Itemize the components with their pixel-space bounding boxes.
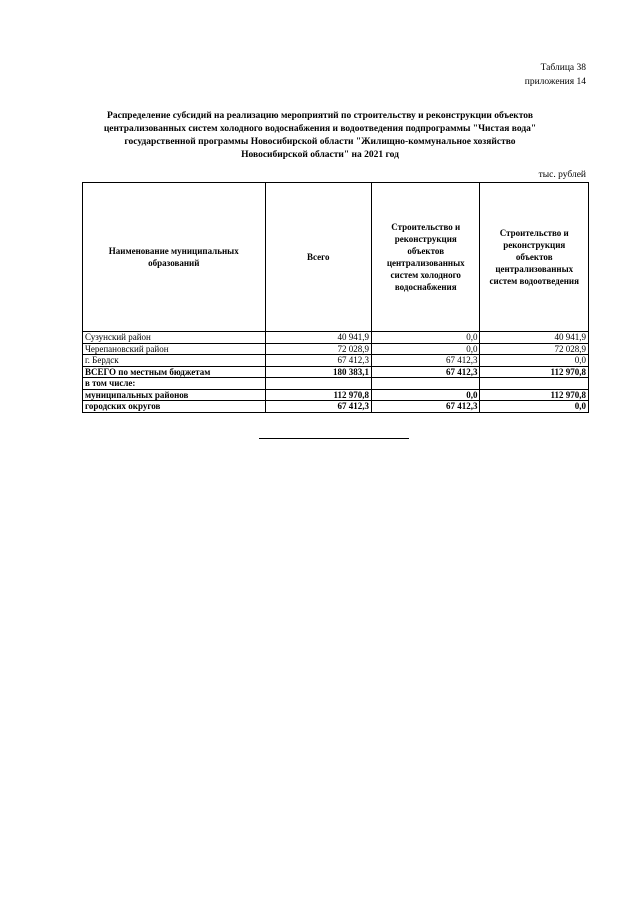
table-row-subheading — [83, 378, 589, 390]
row-total: 112 970,8 — [265, 389, 371, 401]
header-block — [525, 61, 586, 89]
column-header-name: Наименование муниципальных образований — [83, 183, 266, 332]
column-header-cold-water: Строительство и реконструкция объектов централизованных систем холодного водоснабжения — [371, 183, 480, 332]
end-divider — [259, 438, 409, 439]
table-number: Таблица 38 — [540, 63, 586, 73]
row-total: 67 412,3 — [265, 355, 371, 367]
row-name: Сузунский район — [83, 332, 266, 344]
row-cold-water: 0,0 — [371, 332, 480, 344]
row-cold-water: 67 412,3 — [371, 401, 480, 413]
row-wastewater: 40 941,9 — [480, 332, 589, 344]
table-row-total — [83, 366, 589, 378]
subsidy-table — [82, 182, 589, 413]
row-name: муниципальных районов — [83, 389, 266, 401]
row-wastewater: 0,0 — [480, 401, 589, 413]
row-cold-water: 67 412,3 — [371, 355, 480, 367]
document-title: Распределение субсидий на реализацию мероприятий по строительству и реконструкции объектов централизованных систем холодного водоснабжения и водоотведения подпрограммы "Чистая вода" государственной программы Новосибирской области "Жилищно-коммунальное хозяйство Новосибирской области" на 2021 год — [103, 111, 537, 160]
units-label: тыс. рублей — [538, 170, 586, 180]
row-wastewater: 72 028,9 — [480, 343, 589, 355]
row-name: в том числе: — [83, 378, 266, 390]
row-total — [265, 378, 371, 390]
row-name: городских округов — [83, 401, 266, 413]
row-wastewater: 112 970,8 — [480, 366, 589, 378]
table-row — [83, 401, 589, 413]
row-total: 72 028,9 — [265, 343, 371, 355]
row-cold-water: 67 412,3 — [371, 366, 480, 378]
column-header-wastewater: Строительство и реконструкция объектов централизованных систем водоотведения — [480, 183, 589, 332]
row-total: 180 383,1 — [265, 366, 371, 378]
appendix-label: приложения 14 — [524, 77, 586, 87]
row-cold-water: 0,0 — [371, 389, 480, 401]
column-header-total: Всего — [265, 183, 371, 332]
row-cold-water — [371, 378, 480, 390]
table-row — [83, 355, 589, 367]
table-row — [83, 343, 589, 355]
row-name: г. Бердск — [83, 355, 266, 367]
row-wastewater: 112 970,8 — [480, 389, 589, 401]
table-row — [83, 332, 589, 344]
row-name: Черепановский район — [83, 343, 266, 355]
row-total: 67 412,3 — [265, 401, 371, 413]
row-wastewater — [480, 378, 589, 390]
row-cold-water: 0,0 — [371, 343, 480, 355]
row-total: 40 941,9 — [265, 332, 371, 344]
row-wastewater: 0,0 — [480, 355, 589, 367]
row-name: ВСЕГО по местным бюджетам — [83, 366, 266, 378]
table-row — [83, 389, 589, 401]
table-header-row — [83, 183, 589, 332]
